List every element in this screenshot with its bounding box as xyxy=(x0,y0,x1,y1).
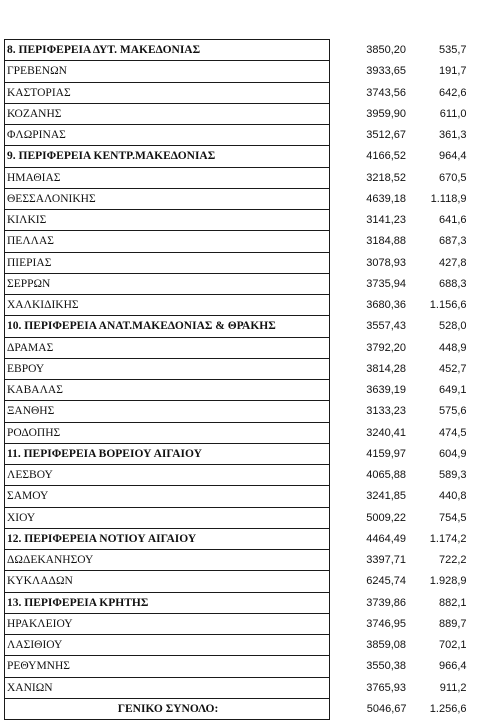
table-row xyxy=(5,82,471,103)
value-2-cell: 687,3 xyxy=(438,235,467,248)
value-2-cell: 754,5 xyxy=(438,511,467,524)
value-2-cell: 1.174,2 xyxy=(429,532,467,545)
value-2-cell: 641,6 xyxy=(438,214,467,226)
region-name: 12. ΠΕΡΙΦΕΡΕΙΑ ΝΟΤΙΟΥ ΑΙΓΑΙΟΥ xyxy=(5,528,330,549)
value-1-cell: 3959,90 xyxy=(366,107,406,120)
table-row xyxy=(5,167,471,188)
prefecture-name: ΓΡΕΒΕΝΩΝ xyxy=(5,61,330,82)
prefecture-name: ΔΩΔΕΚΑΝΗΣΟΥ xyxy=(5,550,330,571)
value-2-cell: 191,7 xyxy=(438,65,467,78)
prefecture-name: ΦΛΩΡΙΝΑΣ xyxy=(5,125,330,146)
value-2-cell: 722,2 xyxy=(438,554,467,566)
table-row xyxy=(5,571,471,592)
value-1-cell: 4166,52 xyxy=(366,150,406,163)
value-1-cell: 3512,67 xyxy=(366,129,406,141)
value-1-cell: 3743,56 xyxy=(366,86,406,99)
table-row xyxy=(5,465,471,486)
prefecture-name: ΧΑΛΚΙΔΙΚΗΣ xyxy=(5,295,330,316)
value-2-cell: 474,5 xyxy=(438,426,467,439)
value-2-cell: 528,0 xyxy=(438,320,467,333)
total-label: ΓΕΝΙΚΟ ΣΥΝΟΛΟ: xyxy=(5,698,330,719)
region-row xyxy=(5,592,471,613)
prefecture-name: ΡΟΔΟΠΗΣ xyxy=(5,422,330,443)
value-2-cell: 589,3 xyxy=(438,469,467,481)
prefecture-name: ΘΕΣΣΑΛΟΝΙΚΗΣ xyxy=(5,188,330,209)
prefecture-name: ΠΕΛΛΑΣ xyxy=(5,231,330,252)
value-2-cell: 448,9 xyxy=(438,341,467,354)
value-1-cell: 3184,88 xyxy=(366,235,406,248)
value-2-cell: 1.156,6 xyxy=(429,299,467,311)
total-row xyxy=(5,698,471,719)
table-row xyxy=(5,231,471,252)
value-1-cell: 4639,18 xyxy=(366,192,406,205)
table-row xyxy=(5,507,471,528)
value-1-cell: 3133,23 xyxy=(366,405,406,418)
prefecture-name: ΛΕΣΒΟΥ xyxy=(5,465,330,486)
value-2-cell: 966,4 xyxy=(438,660,467,673)
table-row xyxy=(5,337,471,358)
value-2-cell: 964,4 xyxy=(438,150,467,163)
table-row xyxy=(5,188,471,209)
value-1-cell: 3241,85 xyxy=(366,490,406,503)
prefecture-name: ΚΑΣΤΟΡΙΑΣ xyxy=(5,82,330,103)
prefecture-name: ΡΕΘΥΜΝΗΣ xyxy=(5,656,330,677)
value-1-cell: 4159,97 xyxy=(366,447,406,460)
prefecture-name: ΧΙΟΥ xyxy=(5,507,330,528)
table-row xyxy=(5,550,471,571)
value-1-cell: 3078,93 xyxy=(366,256,406,269)
prefecture-name: ΗΜΑΘΙΑΣ xyxy=(5,167,330,188)
value-1-cell: 3550,38 xyxy=(366,660,406,673)
value-1-cell: 3557,43 xyxy=(366,320,406,333)
prefecture-name: ΣΑΜΟΥ xyxy=(5,486,330,507)
region-name: 9. ΠΕΡΙΦΕΡΕΙΑ ΚΕΝΤΡ.ΜΑΚΕΔΟΝΙΑΣ xyxy=(5,146,330,167)
table-row xyxy=(5,273,471,294)
value-2-cell: 1.118,9 xyxy=(430,192,467,205)
prefecture-name: ΛΑΣΙΘΙΟΥ xyxy=(5,635,330,656)
value-2-cell: 642,6 xyxy=(438,86,467,99)
value-1-cell: 3240,41 xyxy=(366,426,406,439)
table-body xyxy=(5,40,471,720)
prefecture-name: ΚΥΚΛΑΔΩΝ xyxy=(5,571,330,592)
value-1-cell: 3850,20 xyxy=(366,44,406,56)
value-2-cell: 889,7 xyxy=(438,617,467,630)
prefecture-name: ΞΑΝΘΗΣ xyxy=(5,401,330,422)
value-1-cell: 4065,88 xyxy=(366,469,406,481)
table-row xyxy=(5,677,471,698)
value-2-cell: 1.256,6 xyxy=(429,702,467,715)
value-1-cell: 3746,95 xyxy=(366,617,406,630)
value-2-cell: 688,3 xyxy=(438,277,467,290)
table-row xyxy=(5,380,471,401)
value-1-cell: 3218,52 xyxy=(366,171,406,184)
prefecture-name: ΔΡΑΜΑΣ xyxy=(5,337,330,358)
value-2-cell: 911,2 xyxy=(439,681,467,694)
prefecture-name: ΣΕΡΡΩΝ xyxy=(5,273,330,294)
table-row xyxy=(5,125,471,146)
value-2-cell: 440,8 xyxy=(438,490,467,503)
value-2-cell: 611,0 xyxy=(439,107,467,120)
value-1-cell: 3639,19 xyxy=(366,384,406,396)
table-row xyxy=(5,613,471,634)
value-1-cell: 3765,93 xyxy=(366,681,406,694)
value-2-cell: 361,3 xyxy=(438,129,467,141)
table-row xyxy=(5,103,471,124)
region-row xyxy=(5,146,471,167)
value-1-cell: 3141,23 xyxy=(366,214,406,226)
region-row xyxy=(5,443,471,464)
value-2-cell: 535,7 xyxy=(438,44,467,56)
document-page xyxy=(4,39,474,720)
table-row xyxy=(5,422,471,443)
table-row xyxy=(5,210,471,231)
table-row xyxy=(5,486,471,507)
value-1-cell: 3933,65 xyxy=(366,65,406,78)
region-row xyxy=(5,316,471,337)
table-row xyxy=(5,656,471,677)
prefecture-name: ΚΟΖΑΝΗΣ xyxy=(5,103,330,124)
value-2-cell: 649,1 xyxy=(438,384,467,396)
value-2-cell: 1.928,9 xyxy=(429,575,467,588)
region-name: 8. ΠΕΡΙΦΕΡΕΙΑ ΔΥΤ. ΜΑΚΕΔΟΝΙΑΣ xyxy=(5,40,330,61)
value-2-cell: 427,8 xyxy=(438,256,467,269)
value-2-cell: 452,7 xyxy=(438,362,467,375)
table-row xyxy=(5,61,471,82)
value-2-cell: 670,5 xyxy=(438,171,467,184)
value-1-cell: 3397,71 xyxy=(366,554,406,566)
region-name: 10. ΠΕΡΙΦΕΡΕΙΑ ΑΝΑΤ.ΜΑΚΕΔΟΝΙΑΣ & ΘΡΑΚΗΣ xyxy=(5,316,330,337)
table-row xyxy=(5,635,471,656)
table-row xyxy=(5,358,471,379)
value-1-cell: 3680,36 xyxy=(366,299,406,311)
value-1-cell: 3739,86 xyxy=(366,596,406,609)
value-1-cell: 6245,74 xyxy=(366,575,406,588)
table-row xyxy=(5,295,471,316)
value-1-cell: 3859,08 xyxy=(366,639,406,651)
value-1-cell: 4464,49 xyxy=(366,532,406,545)
region-name: 13. ΠΕΡΙΦΕΡΕΙΑ ΚΡΗΤΗΣ xyxy=(5,592,330,613)
prefecture-name: ΚΙΛΚΙΣ xyxy=(5,210,330,231)
prefecture-name: ΚΑΒΑΛΑΣ xyxy=(5,380,330,401)
region-row xyxy=(5,528,471,549)
value-1-cell: 3814,28 xyxy=(366,362,406,375)
value-1-cell: 3735,94 xyxy=(366,277,406,290)
region-name: 11. ΠΕΡΙΦΕΡΕΙΑ ΒΟΡΕΙΟΥ ΑΙΓΑΙΟΥ xyxy=(5,443,330,464)
value-2-cell: 702,1 xyxy=(438,639,467,651)
table-row xyxy=(5,401,471,422)
value-1-cell: 5046,67 xyxy=(366,702,407,715)
table-row xyxy=(5,252,471,273)
value-1-cell: 3792,20 xyxy=(366,341,406,354)
prefecture-name: ΕΒΡΟΥ xyxy=(5,358,330,379)
value-2-cell: 882,1 xyxy=(438,596,467,609)
value-2-cell: 604,9 xyxy=(438,447,467,460)
value-1-cell: 5009,22 xyxy=(366,511,406,524)
region-row xyxy=(5,40,471,61)
regional-data-table xyxy=(4,39,471,720)
prefecture-name: ΠΙΕΡΙΑΣ xyxy=(5,252,330,273)
prefecture-name: ΧΑΝΙΩΝ xyxy=(5,677,330,698)
value-2-cell: 575,6 xyxy=(438,405,467,418)
prefecture-name: ΗΡΑΚΛΕΙΟΥ xyxy=(5,613,330,634)
